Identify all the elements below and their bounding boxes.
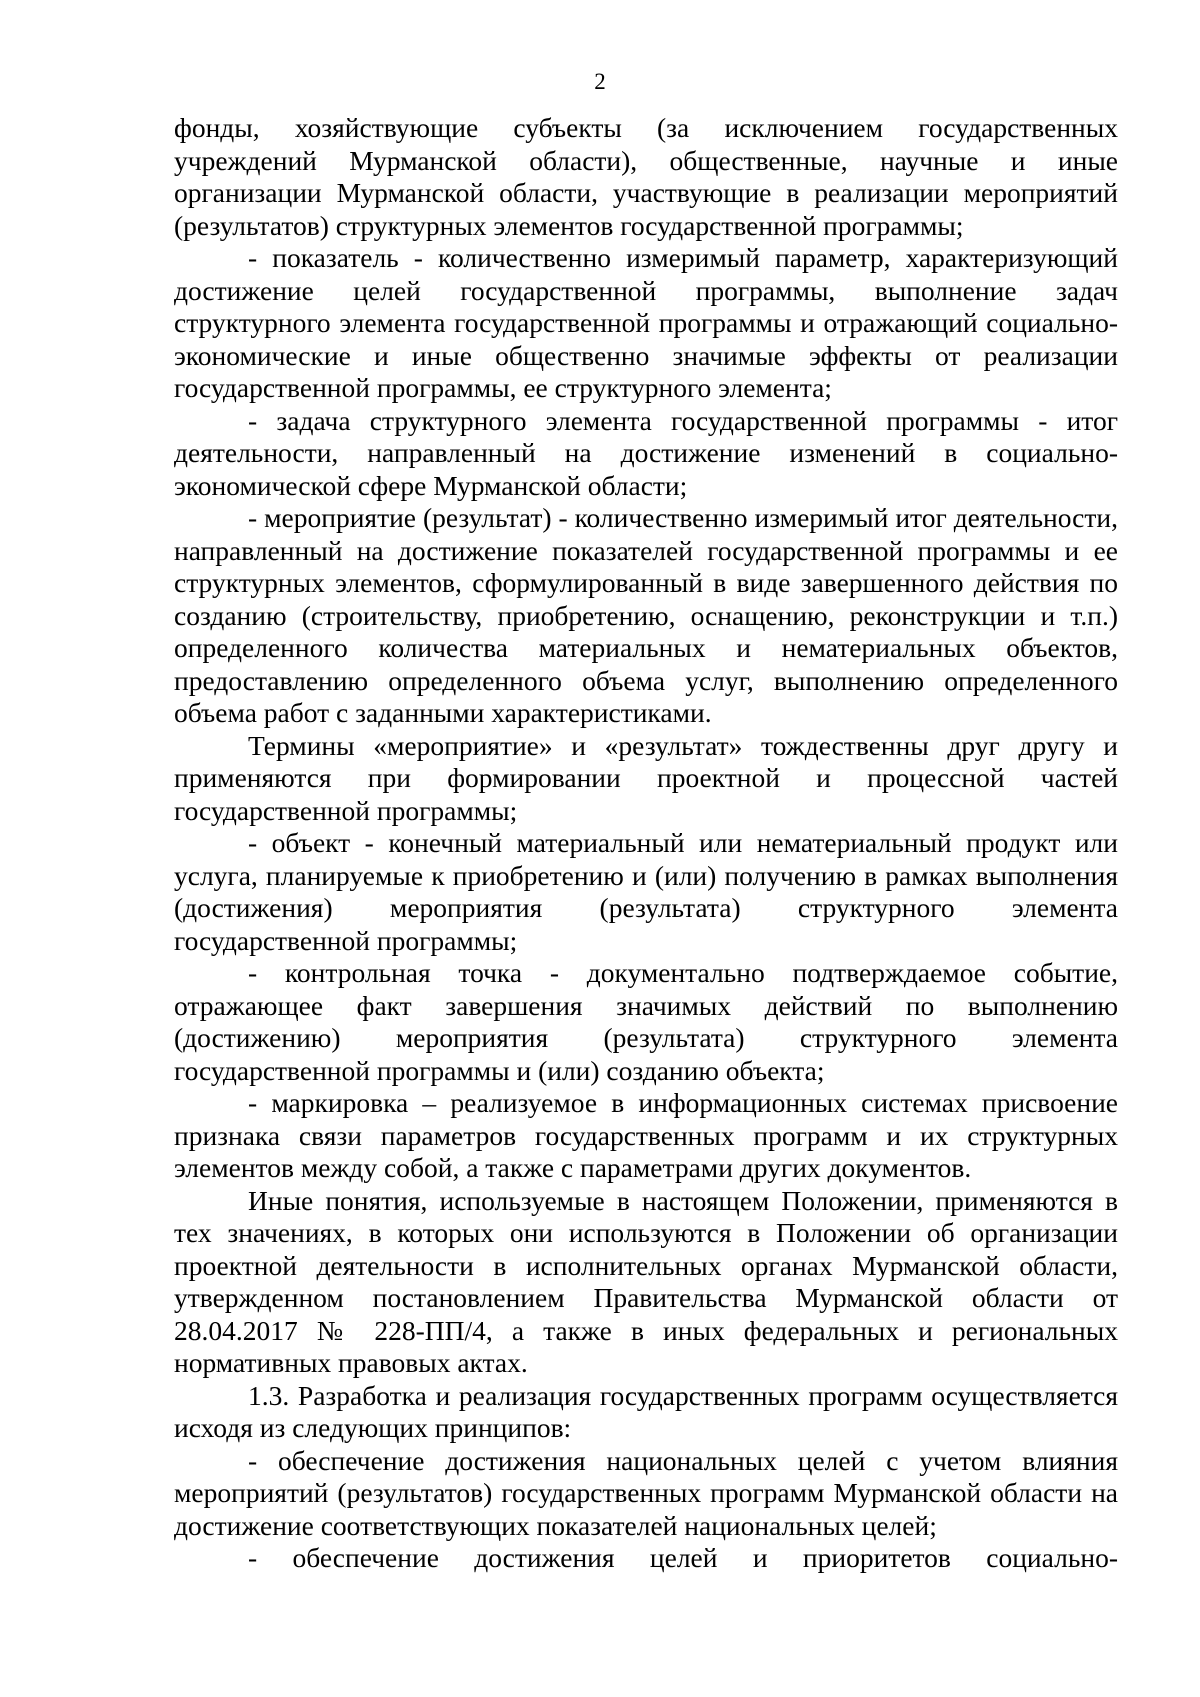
page-number: 2: [594, 69, 606, 94]
paragraph-definition-measure: - мероприятие (результат) - количественно измеримый итог деятельности, направленный на достижение показателей государственной программы и ее структурных элементов, сформулированный в виде завершенного действия по созданию (строительству, приобретению, оснащению, реконструкции и т.п.) определенного количества материальных и нематериальных объектов, предоставлению определенного объема услуг, выполнению определенного объема работ с заданными характеристиками.: [174, 502, 1118, 728]
paragraph-principle-priorities: - обеспечение достижения целей и приоритетов социально-: [248, 1542, 1118, 1573]
paragraph-definition-task: - задача структурного элемента государственной программы - итог деятельности, направленный на достижение изменений в социально-экономической сфере Мурманской области;: [174, 404, 1118, 501]
paragraph-terms-identical: Термины «мероприятие» и «результат» тождественны друг другу и применяются при формировании проектной и процессной частей государственной программы;: [174, 729, 1118, 826]
paragraph-entities-continuation: фонды, хозяйствующие субъекты (за исключением государственных учреждений Мурманской области), общественные, научные и иные организации Мурманской области, участвующие в реализации мероприятий (результатов) структурных элементов государственной программы;: [174, 112, 1118, 241]
paragraph-principle-national-goals: - обеспечение достижения национальных целей с учетом влияния мероприятий (результатов) государственных программ Мурманской области на достижение соответствующих показателей национальных целей;: [174, 1444, 1118, 1541]
paragraph-definition-checkpoint: - контрольная точка - документально подтверждаемое событие, отражающее факт завершения значимых действий по выполнению (достижению) мероприятия (результата) структурного элемента государственной программы и (или) созданию объекта;: [174, 957, 1118, 1086]
paragraph-section-1-3: 1.3. Разработка и реализация государственных программ осуществляется исходя из следующих принципов:: [174, 1379, 1118, 1443]
paragraph-other-concepts: Иные понятия, используемые в настоящем Положении, применяются в тех значениях, в которых они используются в Положении об организации проектной деятельности в исполнительных органах Мурманской области, утвержденном постановлением Правительства Мурманской области от 28.04.2017 № 228-ПП/4, а также в иных федеральных и региональных нормативных правовых актах.: [174, 1184, 1118, 1378]
document-body: [174, 112, 1118, 1575]
paragraph-definition-indicator: - показатель - количественно измеримый параметр, характеризующий достижение целей государственной программы, выполнение задач структурного элемента государственной программы и отражающий социально-экономические и иные общественно значимые эффекты от реализации государственной программы, ее структурного элемента;: [174, 242, 1118, 403]
paragraph-definition-object: - объект - конечный материальный или нематериальный продукт или услуга, планируемые к приобретению и (или) получению в рамках выполнения (достижения) мероприятия (результата) структурного элемента государственной программы;: [174, 827, 1118, 956]
paragraph-definition-marking: - маркировка – реализуемое в информационных системах присвоение признака связи параметров государственных программ и их структурных элементов между собой, а также с параметрами других документов.: [174, 1087, 1118, 1183]
